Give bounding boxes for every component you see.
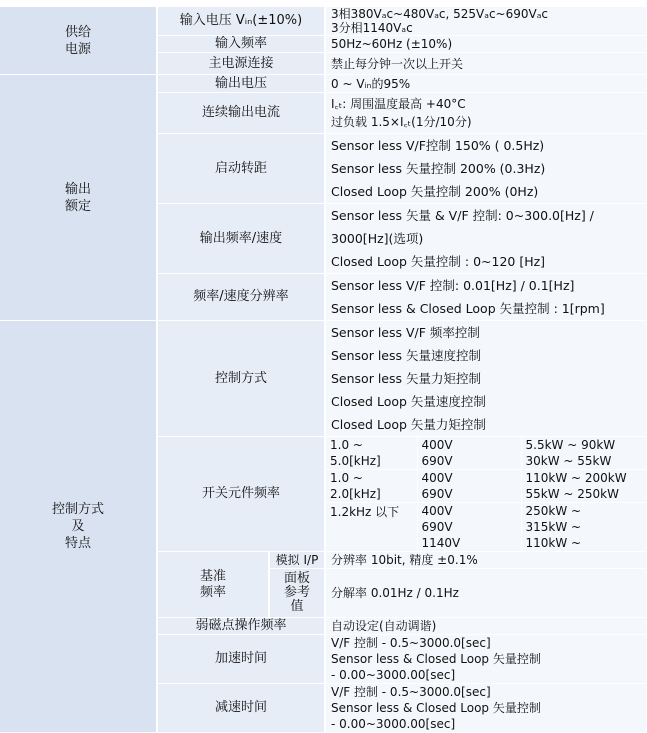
acceleration-time-label: 加速时间: [157, 635, 325, 684]
switching-voltage: 400V 690V: [417, 470, 521, 503]
main-power-label: 主电源连接: [157, 53, 325, 75]
input-voltage-value: 3相380Vₐc~480Vₐc, 525Vₐc~690Vₐc 3分相1140Vₐc: [325, 7, 646, 36]
switching-power: 110kW ~ 200kW 55kW ~ 250kW: [521, 470, 646, 503]
control-mode-value: Sensor less V/F 频率控制 Sensor less 矢量速度控制 Sensor less 矢量力矩控制 Closed Loop 矢量速度控制 Closed Loop 矢量力矩控制: [325, 321, 646, 437]
resolution-value: Sensor less V/F 控制: 0.01[Hz] / 0.1[Hz] Sensor less & Closed Loop 矢量控制 : 1[rpm]: [325, 274, 646, 321]
deceleration-time-label: 减速时间: [157, 684, 325, 733]
switching-freq-range: 1.0 ~ 2.0[kHz]: [325, 470, 417, 503]
main-power-value: 禁止每分钟一次以上开关: [325, 53, 646, 75]
panel-reference-label: 面板 参考 值: [269, 569, 325, 618]
switching-freq-range: 1.0 ~ 5.0[kHz]: [325, 437, 417, 470]
field-weakening-label: 弱磁点操作频率: [157, 618, 325, 635]
output-voltage-value: 0 ~ Vᵢₙ的95%: [325, 75, 646, 93]
switching-power: 5.5kW ~ 90kW 30kW ~ 55kW: [521, 437, 646, 470]
switching-voltage: 400V 690V 1140V: [417, 503, 521, 552]
control-mode-label: 控制方式: [157, 321, 325, 437]
starting-torque-label: 启动转距: [157, 134, 325, 204]
output-voltage-label: 输出电压: [157, 75, 325, 93]
continuous-current-value: I꜀ₜ: 周围温度最高 +40°C 过负载 1.5×I꜀ₜ(1分/10分): [325, 93, 646, 134]
resolution-label: 频率/速度分辨率: [157, 274, 325, 321]
spec-table: [0, 7, 646, 733]
analog-ip-value: 分辨率 10bit, 精度 ±0.1%: [325, 552, 646, 569]
output-frequency-value: Sensor less 矢量 & V/F 控制: 0~300.0[Hz] / 3000[Hz](选项) Closed Loop 矢量控制 : 0~120 [Hz]: [325, 204, 646, 274]
starting-torque-value: Sensor less V/F控制 150% ( 0.5Hz) Sensor less 矢量控制 200% (0.3Hz) Closed Loop 矢量控制 200% (0Hz): [325, 134, 646, 204]
switching-voltage: 400V 690V: [417, 437, 521, 470]
output-frequency-label: 输出频率/速度: [157, 204, 325, 274]
switching-freq-range: 1.2kHz 以下: [325, 503, 417, 552]
field-weakening-value: 自动设定(自动调谐): [325, 618, 646, 635]
switching-frequency-label: 开关元件频率: [157, 437, 325, 552]
reference-frequency-label: 基准 频率: [157, 552, 269, 618]
deceleration-time-value: V/F 控制 - 0.5~3000.0[sec] Sensor less & Closed Loop 矢量控制 - 0.00~3000.00[sec]: [325, 684, 646, 733]
switching-power: 250kW ~ 315kW ~ 110kW ~: [521, 503, 646, 552]
acceleration-time-value: V/F 控制 - 0.5~3000.0[sec] Sensor less & Closed Loop 矢量控制 - 0.00~3000.00[sec]: [325, 635, 646, 684]
continuous-current-label: 连续输出电流: [157, 93, 325, 134]
section-supply: 供给 电源: [0, 7, 157, 75]
panel-reference-value: 分解率 0.01Hz / 0.1Hz: [325, 569, 646, 618]
section-control: 控制方式 及 特点: [0, 321, 157, 733]
input-voltage-label: 输入电压 Vᵢₙ(±10%): [157, 7, 325, 36]
analog-ip-label: 模拟 I/P: [269, 552, 325, 569]
input-frequency-label: 输入频率: [157, 36, 325, 53]
input-frequency-value: 50Hz~60Hz (±10%): [325, 36, 646, 53]
section-output: 输出 额定: [0, 75, 157, 321]
